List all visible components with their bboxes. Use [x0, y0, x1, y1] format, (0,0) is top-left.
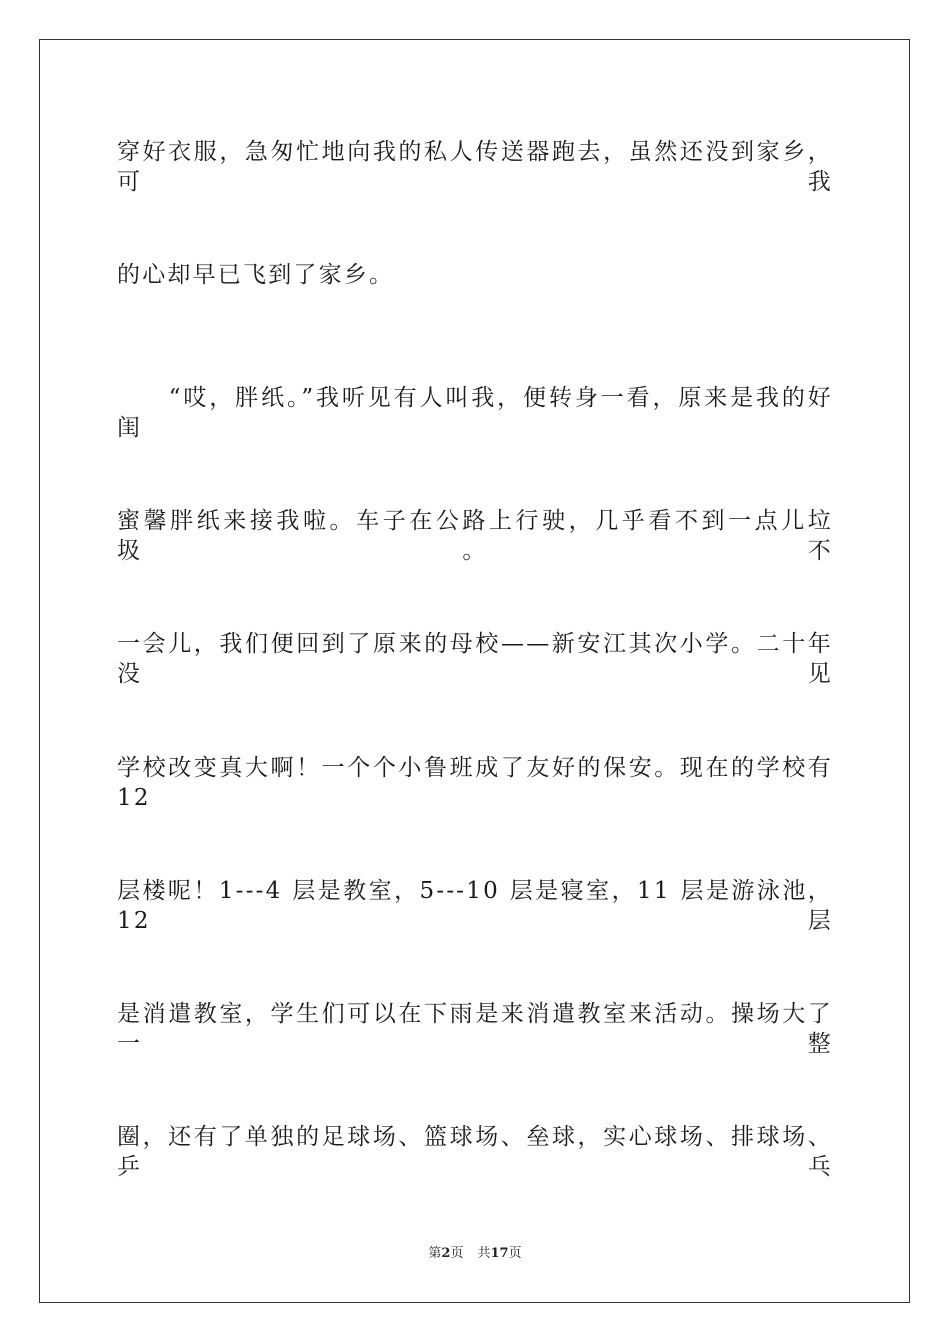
text-line-4: 蜜馨胖纸来接我啦。车子在公路上行驶，几乎看不到一点儿垃圾。不 [117, 508, 833, 564]
text-line-3: “哎，胖纸。”我听见有人叫我，便转身一看，原来是我的好闺 [117, 385, 833, 441]
total-suffix: 页 [508, 1246, 522, 1261]
total-page-number: 17 [490, 1246, 509, 1261]
text-line-1: 穿好衣服，急匆忙地向我的私人传送器跑去，虽然还没到家乡，可我 [117, 139, 833, 195]
text-line-2: 的心却早已飞到了家乡。 [117, 262, 395, 288]
text-line-7: 层楼呢！1---4 层是教室，5---10 层是寝室，11 层是游泳池，12 层 [117, 878, 833, 934]
text-line-8: 是消遣教室，学生们可以在下雨是来消遣教室来活动。操场大了一整 [117, 1001, 833, 1057]
page-prefix: 第 [428, 1246, 442, 1261]
text-line-6: 学校改变真大啊！一个个小鲁班成了友好的保安。现在的学校有 12 [117, 755, 833, 811]
total-prefix: 共 [477, 1246, 491, 1261]
page-suffix: 页 [450, 1246, 464, 1261]
page-footer [0, 1245, 950, 1263]
current-page-number: 2 [441, 1246, 451, 1261]
text-line-5: 一会儿，我们便回到了原来的母校——新安江其次小学。二十年没见 [117, 631, 833, 687]
text-line-9: 圈，还有了单独的足球场、篮球场、垒球，实心球场、排球场、乒乓 [117, 1124, 833, 1180]
